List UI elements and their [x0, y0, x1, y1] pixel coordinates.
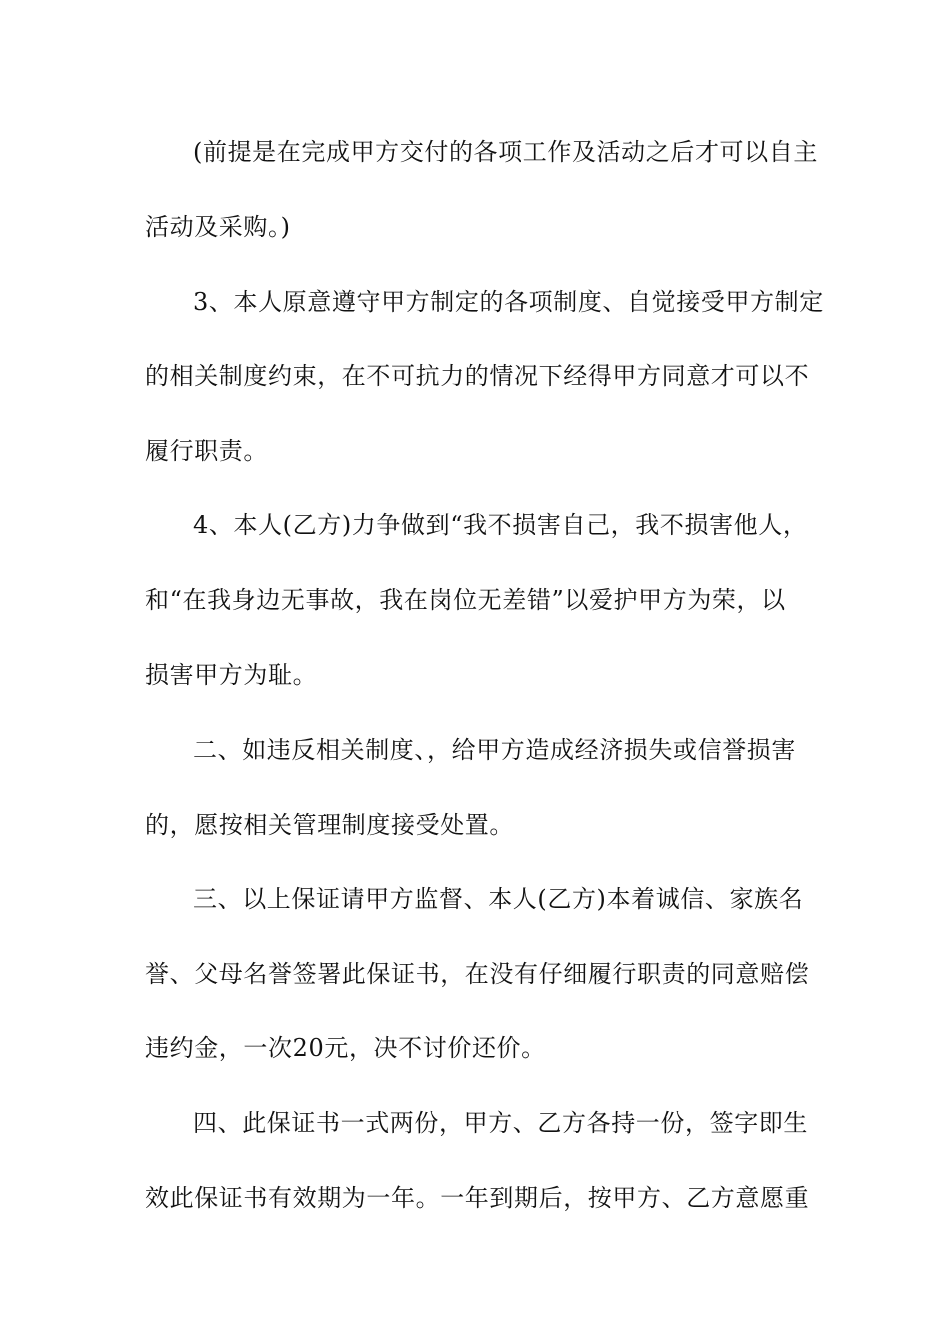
paragraph-line: (前提是在完成甲方交付的各项工作及活动之后才可以自主	[193, 138, 818, 166]
paragraph-line: 违约金，一次20元，决不讨价还价。	[145, 1034, 546, 1062]
paragraph-line: 履行职责。	[145, 437, 268, 465]
paragraph-line: 4、本人(乙方)力争做到“我不损害自己，我不损害他人，	[193, 511, 808, 539]
paragraph-line: 损害甲方为耻。	[145, 661, 318, 689]
paragraph-line: 活动及采购。)	[145, 213, 291, 241]
paragraph-line: 四、此保证书一式两份，甲方、乙方各持一份，签字即生	[193, 1109, 808, 1137]
paragraph-line: 和“在我身边无事故，我在岗位无差错”以爱护甲方为荣，以	[145, 586, 786, 614]
paragraph-line: 的相关制度约束，在不可抗力的情况下经得甲方同意才可以不	[145, 362, 810, 390]
paragraph-line: 效此保证书有效期为一年。一年到期后，按甲方、乙方意愿重	[145, 1184, 810, 1212]
paragraph-line: 誉、父母名誉签署此保证书，在没有仔细履行职责的同意赔偿	[145, 960, 810, 988]
paragraph-line: 的，愿按相关管理制度接受处置。	[145, 811, 514, 839]
paragraph-line: 3、本人原意遵守甲方制定的各项制度、自觉接受甲方制定	[193, 288, 824, 316]
paragraph-line: 三、以上保证请甲方监督、本人(乙方)本着诚信、家族名	[193, 885, 804, 913]
paragraph-line: 二、如违反相关制度、，给甲方造成经济损失或信誉损害	[193, 736, 796, 764]
